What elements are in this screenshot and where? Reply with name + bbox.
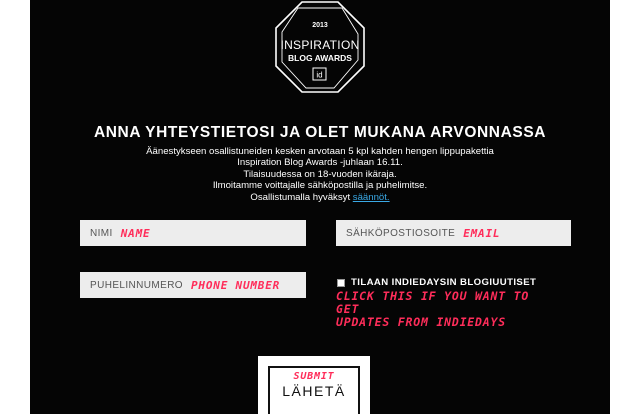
email-annotation: EMAIL [463,226,501,240]
newsletter-option[interactable] [337,277,536,288]
submit-area [258,356,370,414]
description-line: Inspiration Blog Awards -juhlaan 16.11. [237,157,403,169]
description-line: Ilmoitamme voittajalle sähköpostilla ja puhelimitse. [212,180,428,192]
octagon-logo-icon [272,0,368,96]
name-annotation: NAME [120,226,151,240]
name-field[interactable] [80,220,306,246]
logo-line1: INSPIRATION [280,38,360,52]
rules-prefix: Osallistumalla hyväksyt [250,191,353,203]
submit-annotation: SUBMIT [293,371,335,382]
name-field-label: NIMI [90,227,113,239]
phone-annotation: PHONE NUMBER [191,278,281,292]
submit-button-label: LÄHETÄ [282,383,346,399]
description-line: Äänestykseen osallistuneiden kesken arvotaan 5 kpl kahden hengen lippupakettia [146,146,494,157]
phone-field-label: PUHELINNUMERO [90,279,183,291]
form-description [30,146,610,203]
newsletter-annotation-line: UPDATES FROM INDIEDAYS [336,315,506,329]
newsletter-annotation [336,290,556,329]
newsletter-label: TILAAN INDIEDAYSIN BLOGIUUTISET [351,277,537,288]
logo-badge: id [316,70,323,80]
rules-line [30,192,610,203]
description-line: Tilaisuudessa on 18-vuoden ikäraja. [243,168,397,180]
logo-line2: BLOG AWARDS [288,53,352,63]
newsletter-checkbox[interactable] [337,279,345,287]
email-field[interactable] [336,220,571,246]
email-field-label: SÄHKÖPOSTIOSOITE [346,227,456,239]
inspiration-blog-awards-logo [272,0,368,96]
rules-link[interactable]: säännöt. [352,191,390,203]
logo-year: 2013 [312,22,328,29]
phone-field[interactable] [80,272,306,298]
submit-button[interactable] [268,366,360,414]
form-headline: ANNA YHTEYSTIETOSI JA OLET MUKANA ARVONNASSA [93,124,547,141]
newsletter-annotation-line: CLICK THIS IF YOU WANT TO GET [336,289,530,316]
